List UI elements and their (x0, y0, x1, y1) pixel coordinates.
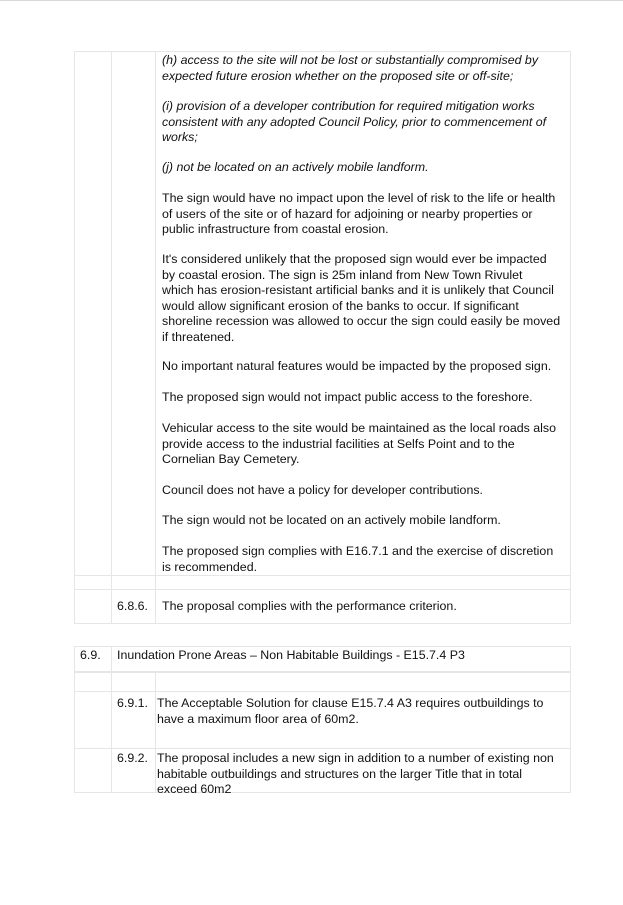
item-line: habitable outbuildings and structures on the larger Title that in total (157, 766, 523, 781)
item-line: The Acceptable Solution for clause E15.7.4 A3 requires outbuildings to (157, 696, 544, 710)
assessment-paragraph (162, 390, 533, 406)
section-number: 6.9. (80, 648, 101, 662)
column-divider (155, 52, 156, 623)
assessment-paragraph (162, 421, 556, 468)
item-line: The proposal includes a new sign in addition to a number of existing non (157, 751, 554, 765)
assessment-paragraph (162, 252, 560, 345)
assessment-paragraph (162, 483, 483, 499)
assessment-table (74, 51, 571, 624)
column-divider (111, 647, 112, 671)
item-text (157, 751, 554, 798)
criterion-line: works; (162, 130, 198, 144)
paragraph-line: Cornelian Bay Cemetery. (162, 452, 300, 466)
criterion-j (162, 160, 429, 176)
criterion-h (162, 53, 538, 84)
criterion-i (162, 99, 546, 146)
paragraph-line: Vehicular access to the site would be maintained as the local roads also (162, 421, 556, 435)
row-divider (75, 691, 570, 692)
section-heading-table (74, 646, 571, 672)
paragraph-line: shoreline recession was allowed to occur the sign could easily be moved (162, 314, 561, 328)
section-items-table (74, 672, 571, 796)
paragraph-line: of users of the site or of hazard for adjoining or nearby properties or (162, 206, 533, 221)
criterion-line: (i) provision of a developer contribution for required mitigation works (162, 99, 535, 113)
paragraph-line: No important natural features would be impacted by the proposed sign. (162, 359, 552, 373)
section-heading: Inundation Prone Areas – Non Habitable Buildings - E15.7.4 P3 (117, 648, 465, 662)
page-top-border (0, 0, 623, 1)
assessment-paragraph (162, 359, 551, 375)
criterion-line: (j) not be located on an actively mobile landform. (162, 160, 429, 174)
paragraph-line: is recommended. (162, 559, 258, 574)
paragraph-line: The proposed sign complies with E16.7.1 and the exercise of discretion (162, 544, 554, 558)
column-divider (111, 52, 112, 623)
item-text (157, 696, 543, 727)
item-number: 6.9.2. (117, 751, 149, 765)
row-divider (75, 589, 570, 590)
item-number: 6.8.6. (117, 599, 149, 613)
paragraph-line: It's considered unlikely that the proposed sign would ever be impacted (162, 252, 547, 266)
paragraph-line: The sign would have no impact upon the level of risk to the life or health (162, 191, 556, 205)
criterion-line: expected future erosion whether on the proposed site or off-site; (162, 68, 514, 83)
paragraph-line: if threatened. (162, 329, 235, 344)
paragraph-line: The sign would not be located on an actively mobile landform. (162, 513, 501, 527)
criterion-line: consistent with any adopted Council Policy, prior to commencement of (162, 114, 547, 129)
paragraph-line: which has erosion-resistant artificial banks and it is unlikely that Council (162, 283, 554, 297)
item-line: have a maximum floor area of 60m2. (157, 711, 359, 726)
paragraph-line: Council does not have a policy for developer contributions. (162, 483, 483, 497)
paragraph-line: provide access to the industrial facilities at Selfs Point and to the (162, 436, 515, 451)
assessment-paragraph (162, 544, 553, 575)
assessment-paragraph (162, 191, 555, 238)
item-text: The proposal complies with the performance criterion. (162, 599, 457, 613)
item-number: 6.9.1. (117, 696, 149, 710)
paragraph-line: by coastal erosion. The sign is 25m inland from New Town Rivulet (162, 267, 523, 282)
row-divider (75, 748, 570, 749)
paragraph-line: public infrastructure from coastal erosion. (162, 222, 389, 236)
paragraph-line: The proposed sign would not impact public access to the foreshore. (162, 390, 533, 404)
paragraph-line: would allow significant erosion of the banks to occur. If significant (162, 298, 519, 313)
item-line: exceed 60m2 (157, 782, 232, 796)
row-divider (75, 575, 570, 576)
criterion-line: (h) access to the site will not be lost or substantially compromised by (162, 53, 539, 67)
assessment-paragraph (162, 513, 501, 529)
